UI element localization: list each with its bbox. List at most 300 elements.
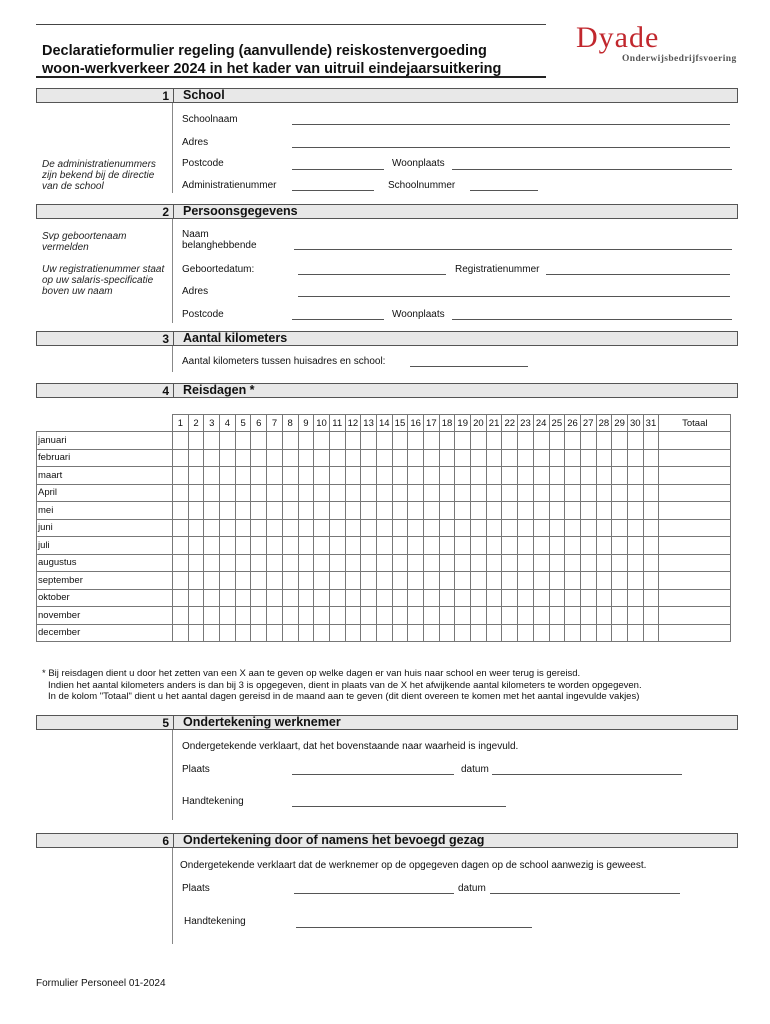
day-cell[interactable] — [408, 484, 424, 502]
day-cell[interactable] — [204, 484, 220, 502]
day-cell[interactable] — [424, 432, 440, 450]
day-cell[interactable] — [314, 554, 330, 572]
day-cell[interactable] — [518, 572, 534, 590]
day-cell[interactable] — [549, 519, 565, 537]
day-cell[interactable] — [376, 432, 392, 450]
day-cell[interactable] — [580, 607, 596, 625]
day-cell[interactable] — [424, 607, 440, 625]
day-cell[interactable] — [298, 589, 314, 607]
day-cell[interactable] — [329, 607, 345, 625]
day-cell[interactable] — [282, 519, 298, 537]
day-cell[interactable] — [204, 449, 220, 467]
month-total-cell[interactable] — [659, 537, 731, 555]
day-cell[interactable] — [235, 449, 251, 467]
day-cell[interactable] — [298, 537, 314, 555]
day-cell[interactable] — [361, 432, 377, 450]
day-cell[interactable] — [173, 449, 189, 467]
day-cell[interactable] — [565, 502, 581, 520]
day-cell[interactable] — [486, 589, 502, 607]
day-cell[interactable] — [502, 589, 518, 607]
day-cell[interactable] — [643, 624, 659, 642]
day-cell[interactable] — [627, 519, 643, 537]
day-cell[interactable] — [204, 519, 220, 537]
day-cell[interactable] — [502, 484, 518, 502]
day-cell[interactable] — [188, 572, 204, 590]
day-cell[interactable] — [549, 502, 565, 520]
day-cell[interactable] — [565, 554, 581, 572]
day-cell[interactable] — [565, 449, 581, 467]
day-cell[interactable] — [376, 467, 392, 485]
day-cell[interactable] — [549, 589, 565, 607]
day-cell[interactable] — [580, 589, 596, 607]
day-cell[interactable] — [580, 554, 596, 572]
day-cell[interactable] — [392, 484, 408, 502]
day-cell[interactable] — [282, 554, 298, 572]
administratienummer-field[interactable] — [292, 190, 374, 191]
day-cell[interactable] — [251, 467, 267, 485]
day-cell[interactable] — [612, 537, 628, 555]
day-cell[interactable] — [596, 519, 612, 537]
day-cell[interactable] — [361, 467, 377, 485]
day-cell[interactable] — [220, 624, 236, 642]
day-cell[interactable] — [298, 432, 314, 450]
day-cell[interactable] — [282, 589, 298, 607]
day-cell[interactable] — [314, 624, 330, 642]
day-cell[interactable] — [612, 432, 628, 450]
werknemer-datum-field[interactable] — [492, 774, 682, 775]
day-cell[interactable] — [612, 502, 628, 520]
day-cell[interactable] — [549, 572, 565, 590]
day-cell[interactable] — [298, 554, 314, 572]
day-cell[interactable] — [204, 467, 220, 485]
day-cell[interactable] — [282, 432, 298, 450]
day-cell[interactable] — [518, 432, 534, 450]
day-cell[interactable] — [235, 572, 251, 590]
day-cell[interactable] — [220, 554, 236, 572]
day-cell[interactable] — [220, 484, 236, 502]
day-cell[interactable] — [251, 449, 267, 467]
day-cell[interactable] — [204, 607, 220, 625]
day-cell[interactable] — [376, 554, 392, 572]
day-cell[interactable] — [502, 449, 518, 467]
day-cell[interactable] — [596, 589, 612, 607]
day-cell[interactable] — [612, 449, 628, 467]
day-cell[interactable] — [471, 589, 487, 607]
day-cell[interactable] — [533, 607, 549, 625]
day-cell[interactable] — [549, 432, 565, 450]
day-cell[interactable] — [329, 502, 345, 520]
day-cell[interactable] — [596, 484, 612, 502]
day-cell[interactable] — [282, 607, 298, 625]
day-cell[interactable] — [471, 432, 487, 450]
day-cell[interactable] — [345, 502, 361, 520]
day-cell[interactable] — [204, 502, 220, 520]
day-cell[interactable] — [329, 572, 345, 590]
gezag-handtekening-field[interactable] — [296, 927, 532, 928]
day-cell[interactable] — [314, 484, 330, 502]
day-cell[interactable] — [392, 467, 408, 485]
day-cell[interactable] — [486, 519, 502, 537]
day-cell[interactable] — [486, 484, 502, 502]
day-cell[interactable] — [439, 607, 455, 625]
day-cell[interactable] — [267, 624, 283, 642]
day-cell[interactable] — [329, 554, 345, 572]
day-cell[interactable] — [251, 589, 267, 607]
day-cell[interactable] — [455, 502, 471, 520]
day-cell[interactable] — [361, 554, 377, 572]
day-cell[interactable] — [376, 519, 392, 537]
day-cell[interactable] — [173, 467, 189, 485]
day-cell[interactable] — [392, 449, 408, 467]
day-cell[interactable] — [596, 432, 612, 450]
day-cell[interactable] — [173, 432, 189, 450]
day-cell[interactable] — [596, 449, 612, 467]
day-cell[interactable] — [518, 607, 534, 625]
day-cell[interactable] — [612, 624, 628, 642]
day-cell[interactable] — [471, 537, 487, 555]
day-cell[interactable] — [392, 519, 408, 537]
day-cell[interactable] — [188, 589, 204, 607]
day-cell[interactable] — [345, 467, 361, 485]
day-cell[interactable] — [361, 624, 377, 642]
day-cell[interactable] — [298, 624, 314, 642]
day-cell[interactable] — [502, 624, 518, 642]
day-cell[interactable] — [173, 537, 189, 555]
day-cell[interactable] — [627, 432, 643, 450]
day-cell[interactable] — [424, 589, 440, 607]
day-cell[interactable] — [439, 502, 455, 520]
day-cell[interactable] — [533, 554, 549, 572]
day-cell[interactable] — [392, 537, 408, 555]
month-total-cell[interactable] — [659, 449, 731, 467]
day-cell[interactable] — [345, 554, 361, 572]
day-cell[interactable] — [565, 432, 581, 450]
day-cell[interactable] — [424, 572, 440, 590]
day-cell[interactable] — [361, 484, 377, 502]
day-cell[interactable] — [502, 554, 518, 572]
day-cell[interactable] — [502, 607, 518, 625]
day-cell[interactable] — [549, 484, 565, 502]
day-cell[interactable] — [173, 484, 189, 502]
day-cell[interactable] — [439, 624, 455, 642]
km-field[interactable] — [410, 366, 528, 367]
day-cell[interactable] — [408, 432, 424, 450]
day-cell[interactable] — [188, 502, 204, 520]
day-cell[interactable] — [314, 467, 330, 485]
day-cell[interactable] — [424, 537, 440, 555]
day-cell[interactable] — [235, 484, 251, 502]
day-cell[interactable] — [533, 467, 549, 485]
day-cell[interactable] — [392, 432, 408, 450]
day-cell[interactable] — [439, 432, 455, 450]
werknemer-handtekening-field[interactable] — [292, 806, 506, 807]
day-cell[interactable] — [314, 589, 330, 607]
day-cell[interactable] — [533, 502, 549, 520]
day-cell[interactable] — [298, 502, 314, 520]
person-woonplaats-field[interactable] — [452, 319, 732, 320]
registratienummer-field[interactable] — [546, 274, 730, 275]
day-cell[interactable] — [251, 502, 267, 520]
day-cell[interactable] — [612, 607, 628, 625]
day-cell[interactable] — [235, 537, 251, 555]
day-cell[interactable] — [314, 449, 330, 467]
day-cell[interactable] — [455, 589, 471, 607]
day-cell[interactable] — [188, 432, 204, 450]
day-cell[interactable] — [565, 467, 581, 485]
month-total-cell[interactable] — [659, 589, 731, 607]
day-cell[interactable] — [267, 449, 283, 467]
day-cell[interactable] — [267, 607, 283, 625]
day-cell[interactable] — [627, 537, 643, 555]
day-cell[interactable] — [533, 519, 549, 537]
day-cell[interactable] — [596, 467, 612, 485]
day-cell[interactable] — [329, 537, 345, 555]
day-cell[interactable] — [455, 572, 471, 590]
day-cell[interactable] — [235, 589, 251, 607]
day-cell[interactable] — [188, 449, 204, 467]
day-cell[interactable] — [549, 624, 565, 642]
day-cell[interactable] — [533, 572, 549, 590]
day-cell[interactable] — [361, 589, 377, 607]
day-cell[interactable] — [596, 624, 612, 642]
day-cell[interactable] — [361, 502, 377, 520]
day-cell[interactable] — [235, 624, 251, 642]
day-cell[interactable] — [455, 484, 471, 502]
day-cell[interactable] — [188, 467, 204, 485]
day-cell[interactable] — [518, 519, 534, 537]
day-cell[interactable] — [455, 519, 471, 537]
day-cell[interactable] — [439, 572, 455, 590]
day-cell[interactable] — [204, 589, 220, 607]
school-woonplaats-field[interactable] — [452, 169, 732, 170]
day-cell[interactable] — [251, 432, 267, 450]
month-total-cell[interactable] — [659, 554, 731, 572]
day-cell[interactable] — [314, 537, 330, 555]
day-cell[interactable] — [486, 502, 502, 520]
day-cell[interactable] — [533, 624, 549, 642]
day-cell[interactable] — [267, 484, 283, 502]
day-cell[interactable] — [220, 432, 236, 450]
day-cell[interactable] — [439, 537, 455, 555]
day-cell[interactable] — [596, 572, 612, 590]
day-cell[interactable] — [392, 589, 408, 607]
day-cell[interactable] — [471, 519, 487, 537]
day-cell[interactable] — [251, 537, 267, 555]
day-cell[interactable] — [471, 554, 487, 572]
day-cell[interactable] — [596, 554, 612, 572]
day-cell[interactable] — [580, 572, 596, 590]
day-cell[interactable] — [471, 467, 487, 485]
day-cell[interactable] — [392, 572, 408, 590]
day-cell[interactable] — [549, 467, 565, 485]
day-cell[interactable] — [596, 607, 612, 625]
day-cell[interactable] — [267, 537, 283, 555]
day-cell[interactable] — [486, 467, 502, 485]
day-cell[interactable] — [502, 502, 518, 520]
day-cell[interactable] — [173, 624, 189, 642]
day-cell[interactable] — [455, 554, 471, 572]
day-cell[interactable] — [235, 467, 251, 485]
day-cell[interactable] — [173, 519, 189, 537]
day-cell[interactable] — [345, 537, 361, 555]
day-cell[interactable] — [251, 607, 267, 625]
day-cell[interactable] — [518, 537, 534, 555]
day-cell[interactable] — [188, 624, 204, 642]
day-cell[interactable] — [408, 502, 424, 520]
day-cell[interactable] — [361, 607, 377, 625]
day-cell[interactable] — [329, 484, 345, 502]
day-cell[interactable] — [580, 467, 596, 485]
day-cell[interactable] — [408, 449, 424, 467]
person-adres-field[interactable] — [298, 296, 730, 297]
day-cell[interactable] — [408, 519, 424, 537]
day-cell[interactable] — [565, 607, 581, 625]
day-cell[interactable] — [439, 467, 455, 485]
day-cell[interactable] — [612, 519, 628, 537]
day-cell[interactable] — [173, 554, 189, 572]
day-cell[interactable] — [486, 537, 502, 555]
day-cell[interactable] — [204, 572, 220, 590]
day-cell[interactable] — [314, 432, 330, 450]
schoolnaam-field[interactable] — [292, 124, 730, 125]
day-cell[interactable] — [251, 484, 267, 502]
day-cell[interactable] — [424, 554, 440, 572]
day-cell[interactable] — [267, 502, 283, 520]
day-cell[interactable] — [173, 502, 189, 520]
day-cell[interactable] — [502, 432, 518, 450]
day-cell[interactable] — [376, 572, 392, 590]
school-postcode-field[interactable] — [292, 169, 384, 170]
day-cell[interactable] — [565, 589, 581, 607]
day-cell[interactable] — [376, 484, 392, 502]
day-cell[interactable] — [392, 607, 408, 625]
day-cell[interactable] — [235, 554, 251, 572]
day-cell[interactable] — [376, 589, 392, 607]
day-cell[interactable] — [643, 449, 659, 467]
day-cell[interactable] — [392, 554, 408, 572]
day-cell[interactable] — [518, 554, 534, 572]
day-cell[interactable] — [643, 502, 659, 520]
day-cell[interactable] — [345, 449, 361, 467]
day-cell[interactable] — [643, 554, 659, 572]
day-cell[interactable] — [549, 554, 565, 572]
day-cell[interactable] — [314, 607, 330, 625]
day-cell[interactable] — [220, 589, 236, 607]
day-cell[interactable] — [282, 572, 298, 590]
day-cell[interactable] — [235, 519, 251, 537]
day-cell[interactable] — [188, 519, 204, 537]
day-cell[interactable] — [361, 537, 377, 555]
day-cell[interactable] — [643, 607, 659, 625]
day-cell[interactable] — [643, 572, 659, 590]
day-cell[interactable] — [345, 432, 361, 450]
day-cell[interactable] — [518, 467, 534, 485]
day-cell[interactable] — [518, 484, 534, 502]
day-cell[interactable] — [643, 537, 659, 555]
day-cell[interactable] — [251, 519, 267, 537]
day-cell[interactable] — [486, 449, 502, 467]
day-cell[interactable] — [173, 607, 189, 625]
day-cell[interactable] — [220, 502, 236, 520]
day-cell[interactable] — [235, 502, 251, 520]
day-cell[interactable] — [643, 519, 659, 537]
month-total-cell[interactable] — [659, 624, 731, 642]
day-cell[interactable] — [220, 572, 236, 590]
day-cell[interactable] — [298, 519, 314, 537]
day-cell[interactable] — [502, 572, 518, 590]
month-total-cell[interactable] — [659, 502, 731, 520]
gezag-datum-field[interactable] — [490, 893, 680, 894]
day-cell[interactable] — [549, 607, 565, 625]
day-cell[interactable] — [298, 484, 314, 502]
day-cell[interactable] — [345, 519, 361, 537]
day-cell[interactable] — [486, 624, 502, 642]
month-total-cell[interactable] — [659, 484, 731, 502]
day-cell[interactable] — [565, 519, 581, 537]
day-cell[interactable] — [204, 624, 220, 642]
day-cell[interactable] — [188, 537, 204, 555]
day-cell[interactable] — [533, 537, 549, 555]
day-cell[interactable] — [376, 624, 392, 642]
day-cell[interactable] — [424, 449, 440, 467]
day-cell[interactable] — [408, 537, 424, 555]
day-cell[interactable] — [502, 519, 518, 537]
day-cell[interactable] — [408, 467, 424, 485]
day-cell[interactable] — [627, 449, 643, 467]
gezag-plaats-field[interactable] — [294, 893, 454, 894]
day-cell[interactable] — [549, 537, 565, 555]
day-cell[interactable] — [627, 589, 643, 607]
day-cell[interactable] — [439, 519, 455, 537]
day-cell[interactable] — [643, 484, 659, 502]
day-cell[interactable] — [267, 519, 283, 537]
day-cell[interactable] — [486, 607, 502, 625]
day-cell[interactable] — [455, 607, 471, 625]
school-adres-field[interactable] — [292, 147, 730, 148]
day-cell[interactable] — [565, 572, 581, 590]
day-cell[interactable] — [220, 467, 236, 485]
day-cell[interactable] — [188, 484, 204, 502]
day-cell[interactable] — [486, 554, 502, 572]
day-cell[interactable] — [424, 502, 440, 520]
day-cell[interactable] — [345, 589, 361, 607]
month-total-cell[interactable] — [659, 607, 731, 625]
day-cell[interactable] — [596, 502, 612, 520]
day-cell[interactable] — [408, 572, 424, 590]
day-cell[interactable] — [471, 502, 487, 520]
day-cell[interactable] — [392, 624, 408, 642]
day-cell[interactable] — [643, 589, 659, 607]
day-cell[interactable] — [455, 467, 471, 485]
day-cell[interactable] — [376, 449, 392, 467]
day-cell[interactable] — [627, 572, 643, 590]
schoolnummer-field[interactable] — [470, 190, 538, 191]
day-cell[interactable] — [612, 572, 628, 590]
day-cell[interactable] — [518, 449, 534, 467]
day-cell[interactable] — [565, 537, 581, 555]
day-cell[interactable] — [329, 519, 345, 537]
day-cell[interactable] — [533, 484, 549, 502]
day-cell[interactable] — [580, 432, 596, 450]
day-cell[interactable] — [424, 624, 440, 642]
day-cell[interactable] — [314, 502, 330, 520]
day-cell[interactable] — [251, 554, 267, 572]
day-cell[interactable] — [471, 572, 487, 590]
day-cell[interactable] — [580, 449, 596, 467]
day-cell[interactable] — [627, 554, 643, 572]
day-cell[interactable] — [580, 502, 596, 520]
day-cell[interactable] — [314, 519, 330, 537]
